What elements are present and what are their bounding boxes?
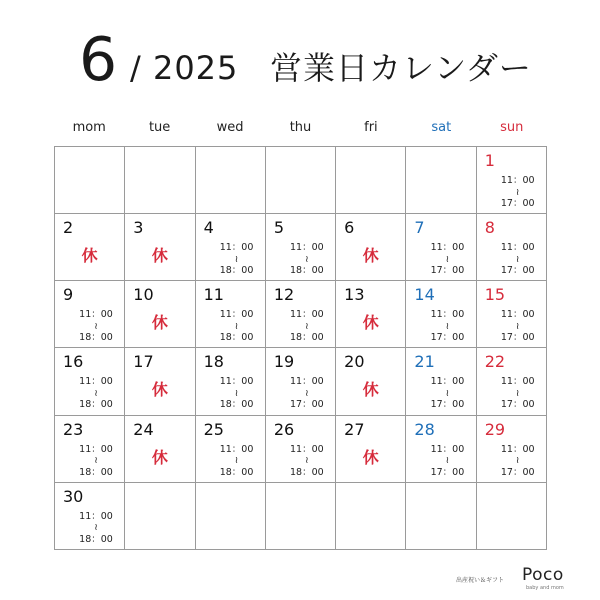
day-cell-17 xyxy=(125,348,195,415)
day-number: 18 xyxy=(203,352,224,372)
day-number: 23 xyxy=(63,419,84,439)
day-cell-2 xyxy=(55,214,125,281)
open-time: 11：00 xyxy=(290,376,324,388)
title-label: 営業日カレンダー xyxy=(270,49,532,87)
weekday-wed: wed xyxy=(216,120,244,135)
calendar-title xyxy=(0,25,600,95)
empty-cell xyxy=(55,147,125,214)
day-cell-13 xyxy=(336,281,406,348)
open-time: 11：00 xyxy=(500,443,535,455)
day-cell-21 xyxy=(406,348,476,415)
business-hours xyxy=(210,376,264,411)
close-time: 17：00 xyxy=(430,399,465,411)
close-time: 18：00 xyxy=(290,265,324,277)
day-number: 3 xyxy=(133,218,144,238)
open-time: 11：00 xyxy=(79,443,113,455)
close-time: 17：00 xyxy=(500,198,535,209)
weekday-mom: mom xyxy=(72,120,106,135)
day-cell-11 xyxy=(196,281,266,348)
day-number: 14 xyxy=(414,285,435,305)
day-number: 25 xyxy=(203,419,224,439)
hours-separator: ≀ xyxy=(94,320,98,332)
day-number: 13 xyxy=(344,285,365,305)
open-time: 11：00 xyxy=(430,309,465,321)
open-time: 11：00 xyxy=(79,510,113,522)
day-cell-1 xyxy=(477,147,547,214)
logo-subtext: baby and mom xyxy=(526,585,564,591)
open-time: 11：00 xyxy=(500,242,535,254)
day-number: 20 xyxy=(344,352,365,372)
day-cell-19 xyxy=(266,348,336,415)
close-time: 18：00 xyxy=(79,332,113,344)
day-cell-29 xyxy=(477,416,547,483)
day-number: 11 xyxy=(203,285,224,305)
business-hours xyxy=(69,309,123,344)
closed-mark: 休 xyxy=(81,246,98,266)
empty-cell xyxy=(266,483,336,550)
business-hours xyxy=(420,309,474,344)
hours-separator: ≀ xyxy=(305,387,309,399)
business-hours xyxy=(280,376,334,411)
close-time: 17：00 xyxy=(500,265,535,277)
open-time: 11：00 xyxy=(290,443,324,455)
close-time: 17：00 xyxy=(290,399,324,411)
day-number: 2 xyxy=(63,218,74,238)
hours-separator: ≀ xyxy=(515,253,520,265)
day-number: 19 xyxy=(273,352,295,372)
business-hours xyxy=(210,309,264,344)
empty-cell xyxy=(336,483,406,550)
empty-cell xyxy=(266,147,336,214)
day-number: 29 xyxy=(484,419,506,439)
open-time: 11：00 xyxy=(219,309,254,321)
day-number: 9 xyxy=(63,285,74,305)
day-cell-18 xyxy=(196,348,266,415)
calendar-grid xyxy=(54,146,547,550)
day-cell-25 xyxy=(196,416,266,483)
weekday-sat: sat xyxy=(431,120,452,135)
empty-cell xyxy=(196,147,266,214)
day-cell-24 xyxy=(125,416,195,483)
empty-cell xyxy=(406,483,476,550)
day-cell-4 xyxy=(196,214,266,281)
hours-separator: ≀ xyxy=(234,455,239,467)
day-cell-3 xyxy=(125,214,195,281)
open-time: 11：00 xyxy=(500,376,535,388)
hours-separator: ≀ xyxy=(515,186,520,198)
hours-separator: ≀ xyxy=(515,455,520,467)
close-time: 17：00 xyxy=(500,332,535,344)
open-time: 11：00 xyxy=(430,376,465,388)
closed-mark: 休 xyxy=(151,447,168,467)
hours-separator: ≀ xyxy=(305,253,309,265)
business-hours xyxy=(280,242,334,277)
hours-separator: ≀ xyxy=(234,320,239,332)
business-hours xyxy=(69,376,123,411)
close-time: 18：00 xyxy=(79,466,113,478)
business-hours xyxy=(491,175,545,210)
business-hours xyxy=(69,444,123,479)
day-cell-15 xyxy=(477,281,547,348)
open-time: 11：00 xyxy=(430,443,465,455)
day-number: 16 xyxy=(63,352,84,372)
day-cell-8 xyxy=(477,214,547,281)
day-cell-6 xyxy=(336,214,406,281)
weekday-fri: fri xyxy=(364,120,378,135)
day-number: 1 xyxy=(484,151,495,170)
day-cell-7 xyxy=(406,214,476,281)
empty-cell xyxy=(406,147,476,214)
close-time: 18：00 xyxy=(219,265,254,277)
weekday-header xyxy=(54,116,547,140)
weekday-tue: tue xyxy=(148,120,171,135)
hours-separator: ≀ xyxy=(94,387,98,399)
empty-cell xyxy=(196,483,266,550)
closed-mark: 休 xyxy=(362,313,379,333)
close-time: 18：00 xyxy=(79,533,113,545)
business-hours xyxy=(491,444,545,479)
hours-separator: ≀ xyxy=(234,253,239,265)
open-time: 11：00 xyxy=(430,242,465,254)
open-time: 11：00 xyxy=(290,309,324,321)
close-time: 17：00 xyxy=(430,466,465,478)
business-hours xyxy=(420,444,474,479)
close-time: 18：00 xyxy=(219,332,254,344)
day-cell-5 xyxy=(266,214,336,281)
hours-separator: ≀ xyxy=(445,455,450,467)
day-cell-9 xyxy=(55,281,125,348)
day-number: 6 xyxy=(344,218,355,238)
hours-separator: ≀ xyxy=(445,320,450,332)
close-time: 18：00 xyxy=(79,399,113,411)
close-time: 17：00 xyxy=(500,399,535,411)
open-time: 11：00 xyxy=(79,309,113,321)
business-hours xyxy=(210,242,264,277)
closed-mark: 休 xyxy=(151,313,168,333)
close-time: 17：00 xyxy=(500,466,535,478)
title-year: / 2025 xyxy=(130,49,239,87)
logo-text: Poco xyxy=(522,565,564,585)
business-hours xyxy=(491,242,545,277)
open-time: 11：00 xyxy=(500,309,535,321)
day-number: 17 xyxy=(133,352,154,372)
day-number: 21 xyxy=(414,352,435,372)
hours-separator: ≀ xyxy=(234,387,239,399)
day-cell-28 xyxy=(406,416,476,483)
day-cell-22 xyxy=(477,348,547,415)
day-number: 30 xyxy=(63,486,84,506)
day-number: 10 xyxy=(133,285,154,305)
day-cell-20 xyxy=(336,348,406,415)
business-hours xyxy=(420,242,474,277)
business-hours xyxy=(420,376,474,411)
day-number: 27 xyxy=(344,419,365,439)
closed-mark: 休 xyxy=(362,380,379,400)
business-hours xyxy=(491,376,545,411)
close-time: 17：00 xyxy=(430,332,465,344)
day-cell-23 xyxy=(55,416,125,483)
hours-separator: ≀ xyxy=(445,253,450,265)
close-time: 18：00 xyxy=(290,332,324,344)
day-number: 12 xyxy=(273,285,295,305)
close-time: 17：00 xyxy=(430,265,465,277)
day-number: 8 xyxy=(484,218,495,238)
open-time: 11：00 xyxy=(219,376,254,388)
closed-mark: 休 xyxy=(362,447,379,467)
open-time: 11：00 xyxy=(500,175,535,186)
day-cell-14 xyxy=(406,281,476,348)
hours-separator: ≀ xyxy=(305,320,309,332)
shop-logo xyxy=(436,565,596,595)
day-number: 7 xyxy=(414,218,425,238)
title-month: 6 xyxy=(79,25,118,95)
closed-mark: 休 xyxy=(151,246,168,266)
day-cell-30 xyxy=(55,483,125,550)
day-cell-27 xyxy=(336,416,406,483)
weekday-thu: thu xyxy=(289,120,312,135)
open-time: 11：00 xyxy=(219,443,254,455)
hours-separator: ≀ xyxy=(445,387,450,399)
weekday-sun: sun xyxy=(500,120,524,135)
open-time: 11：00 xyxy=(219,242,254,254)
open-time: 11：00 xyxy=(290,242,324,254)
business-hours xyxy=(210,444,264,479)
closed-mark: 休 xyxy=(362,246,379,266)
day-number: 15 xyxy=(484,285,506,305)
close-time: 18：00 xyxy=(219,399,254,411)
day-number: 22 xyxy=(484,352,506,372)
empty-cell xyxy=(477,483,547,550)
empty-cell xyxy=(125,483,195,550)
hours-separator: ≀ xyxy=(94,522,98,534)
close-time: 18：00 xyxy=(219,466,254,478)
business-hours xyxy=(280,444,334,479)
hours-separator: ≀ xyxy=(305,455,309,467)
day-number: 4 xyxy=(203,218,214,238)
business-hours xyxy=(69,511,123,546)
open-time: 11：00 xyxy=(79,376,113,388)
day-number: 24 xyxy=(133,419,154,439)
hours-separator: ≀ xyxy=(94,455,98,467)
empty-cell xyxy=(336,147,406,214)
day-cell-12 xyxy=(266,281,336,348)
close-time: 18：00 xyxy=(290,466,324,478)
business-hours xyxy=(491,309,545,344)
day-number: 28 xyxy=(414,419,435,439)
day-cell-26 xyxy=(266,416,336,483)
business-hours xyxy=(280,309,334,344)
hours-separator: ≀ xyxy=(515,387,520,399)
shop-tagline: 出産祝い＆ギフト xyxy=(456,577,505,584)
day-cell-10 xyxy=(125,281,195,348)
day-number: 5 xyxy=(273,218,285,238)
closed-mark: 休 xyxy=(151,380,168,400)
day-cell-16 xyxy=(55,348,125,415)
hours-separator: ≀ xyxy=(515,320,520,332)
empty-cell xyxy=(125,147,195,214)
day-number: 26 xyxy=(273,419,295,439)
